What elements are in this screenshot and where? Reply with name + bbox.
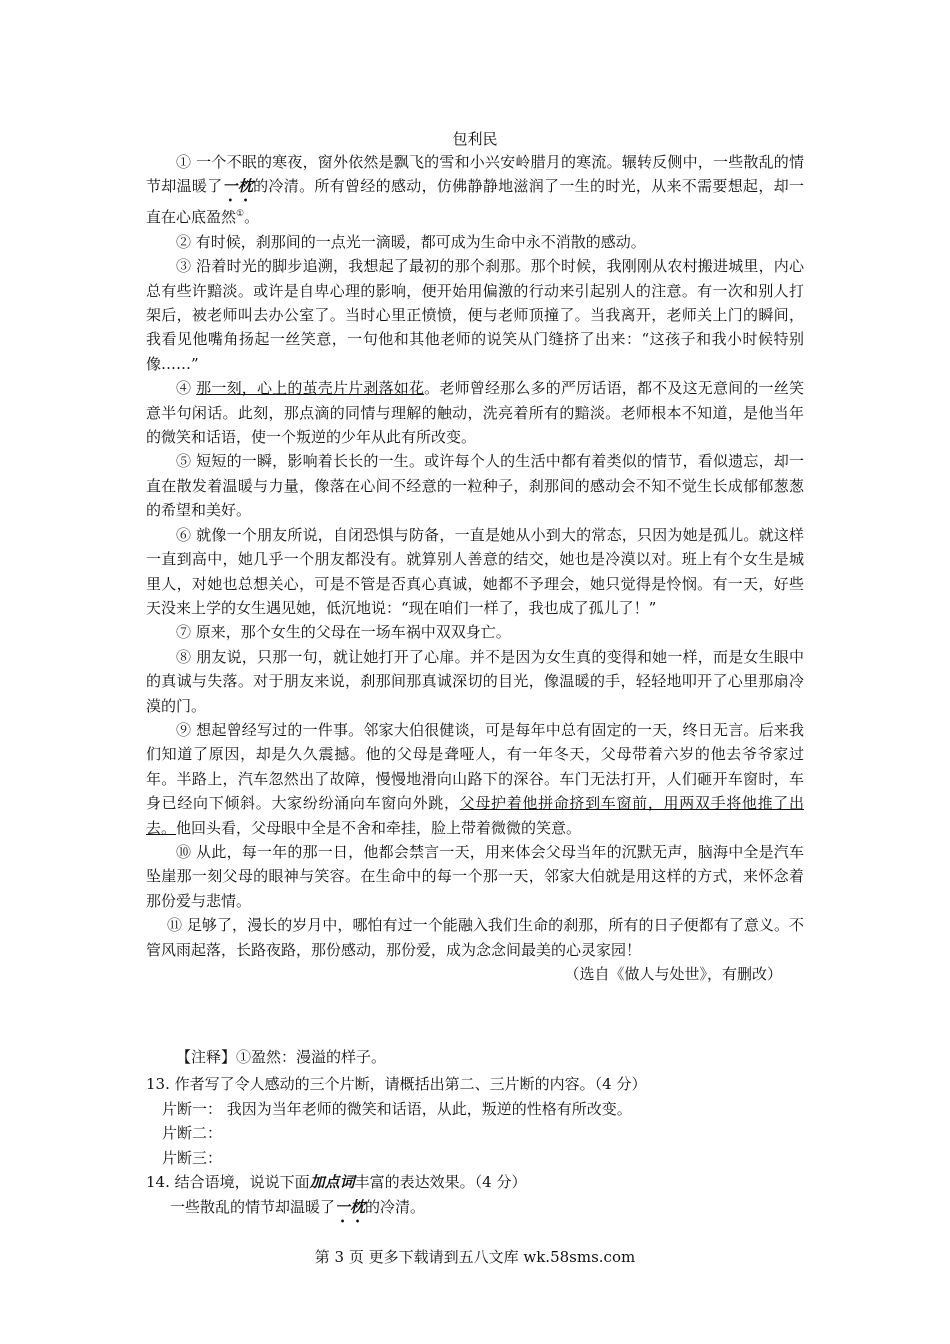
author-name: 包利民 [452, 130, 498, 148]
source-citation: （选自《做人与处世》，有删改） [564, 965, 782, 983]
paragraph-text: ⑨ 想起曾经写过的一件事。邻家大伯很健谈，可是每年中总有固定的一天，终日无言。后来我们知道了原因，却是久久震撼。他的父母是聋哑人，有一年冬天，父母带着六岁的他去爷爷家过年。半路上，汽车忽然出了故障，慢慢地滑向山路下的深谷。车门无法打开，人们砸开车窗时，车身已经向下倾斜。大家纷纷涌向车窗向外跳， [146, 720, 804, 813]
paragraph-3: ③ 沿着时光的脚步追溯，我想起了最初的那个刹那。那个时候，我刚刚从农村搬进城里，内心总有些许黯淡。或许是自卑心理的影响，便开始用偏激的行动来引起别人的注意。有一次和别人打架后，被老师叫去办公室了。当时心里正愤愤，便与老师顶撞了。当我离开，老师关上门的瞬间，我看见他嘴角扬起一丝笑意，一句他和其他老师的说笑从门缝挤了出来：“这孩子和我小时候特别像……” [146, 257, 804, 373]
footnote-marker: ① [236, 209, 245, 220]
emphasized-word: 一枕 [222, 177, 254, 196]
emphasized-word: 一枕 [335, 1197, 366, 1216]
paragraph-8: ⑧ 朋友说，只那一句，就让她打开了心扉。并不是因为女生真的变得和她一样，而是女生眼中的真诚与失落。对于朋友来说，刹那间那真诚深切的目光，像温暖的手，轻轻地叩开了心里那扇冷漠的门。 [146, 647, 804, 715]
fragment-2-label: 片断二： [162, 1124, 223, 1142]
paragraph-10: ⑩ 从此，每一年的那一日，他都会禁言一天，用来体会父母当年的沉默无声，脑海中全是汽车坠崖那一刻父母的眼神与笑容。在生命中的每一个那一天，邻家大伯就是用这样的方式，来怀念着那份爱与悲情。 [146, 842, 804, 910]
essay-body [146, 150, 804, 986]
question-14 [146, 1170, 826, 1195]
page-footer: 第 3 页 更多下载请到五八文库 wk.58sms.com [314, 1248, 636, 1266]
paragraph-1 [146, 150, 804, 230]
sentence-text: 一些散乱的情节却温暖了 [170, 1197, 336, 1216]
underlined-sentence: 那一刻，心上的茧壳片片剥落如花 [196, 379, 425, 398]
paragraph-7: ⑦ 原来，那个女生的父母在一场车祸中双双身亡。 [176, 623, 511, 642]
paragraph-number: ④ [176, 379, 197, 398]
paragraph-text: 。老师曾经那么多的严厉话语，都不及这无意间的一丝笑意半句闲话。此刻，那点滴的同情与理解的触动，洗亮着所有的黯淡。老师根本不知道，是他当年的微笑和话语，使一个叛逆的少年从此有所改变。 [146, 379, 804, 447]
paragraph-9 [146, 718, 804, 840]
paragraph-5: ⑤ 短短的一瞬，影响着长长的一生。或许每个人的生活中都有着类似的情节，看似遗忘，却一直在散发着温暖与力量，像落在心间不经意的一粒种子，刹那间的感动会不知不觉生长成郁郁葱葱的希望和美好。 [146, 452, 804, 520]
question-text: 丰富的表达效果。（4 分） [354, 1173, 527, 1191]
paragraph-text: 的冷清。所有曾经的感动，仿佛静静地滋润了一生的时光，从来不需要想起，却一直在心底盈然 [146, 177, 804, 227]
paragraph-4 [146, 376, 804, 449]
paragraph-2: ② 有时候，刹那间的一点光一滴暖，都可成为生命中永不消散的感动。 [176, 232, 646, 251]
paragraph-11: ⑪ 足够了，漫长的岁月中，哪怕有过一个能融入我们生命的刹那，所有的日子便都有了意义。不管风雨起落，长路夜路，那份感动，那份爱，成为念念间最美的心灵家园！ [146, 916, 804, 959]
footnote: 【注释】①盈然：漫溢的样子。 [176, 1048, 387, 1066]
underlined-sentence: 父母护着他拼命挤到车窗前，用两双手将他推了出去。 [146, 794, 804, 837]
sentence-text: 的冷清。 [365, 1197, 426, 1216]
fragment-3-label: 片断三： [162, 1148, 223, 1167]
emphasis-label: 加点词 [309, 1173, 355, 1191]
paragraph-text: 他回头看，父母眼中全是不舍和牵挂，脸上带着微微的笑意。 [176, 818, 582, 837]
fragment-1-answer: 片断一： 我因为当年老师的微笑和话语，从此，叛逆的性格有所改变。 [162, 1099, 632, 1118]
question-text: 14. 结合语境，说说下面 [146, 1173, 310, 1191]
question-13: 13. 作者写了令人感动的三个片断，请概括出第二、三片断的内容。（4 分） [146, 1075, 647, 1093]
paragraph-6: ⑥ 就像一个朋友所说，自闭恐惧与防备，一直是她从小到大的常态，只因为她是孤儿。就这样一直到高中，她几乎一个朋友都没有。就算别人善意的结交，她也是冷漠以对。班上有个女生是城里人，对她也总想关心，可是不管是否真心真诚，她都不予理会，她只觉得是怜悯。有一天，好些天没来上学的女生遇见她，低沉地说：“现在咱们一样了，我也成了孤儿了！” [146, 525, 804, 617]
paragraph-text: 。 [244, 208, 260, 227]
questions-section [146, 1072, 826, 1226]
paragraph-text: ① 一个不眠的寒夜，窗外依然是飘飞的雪和小兴安岭腊月的寒流。辗转反侧中，一些散乱的情节却温暖了 [146, 153, 804, 196]
question-14-sentence [146, 1195, 826, 1226]
